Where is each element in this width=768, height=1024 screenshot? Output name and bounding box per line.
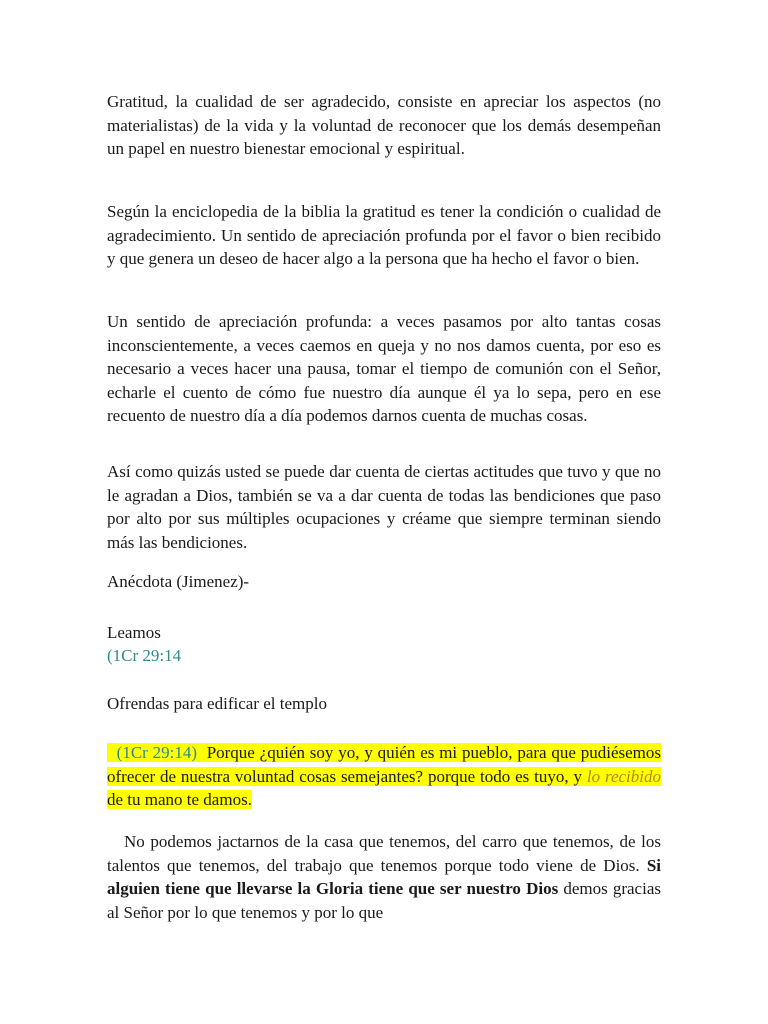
jactarnos-bold: Si alguien tiene que llevarse la Gloria tiene que ser nuestro Dios bbox=[107, 855, 661, 898]
reference-line: (1Cr 29:14 bbox=[107, 646, 182, 665]
anecdota-line: Anécdota (Jimenez)- bbox=[107, 572, 250, 591]
ofrendas-heading: Ofrendas para edificar el templo bbox=[107, 694, 327, 713]
leamos-line: Leamos bbox=[107, 623, 161, 642]
verse-reference: (1Cr 29:14) bbox=[116, 743, 198, 762]
paragraph-actitudes: Así como quizás usted se puede dar cuenta de ciertas actitudes que tuvo y que no le agradan a Dios, también se va a dar cuenta de todas las bendiciones que paso por alto por sus múltiples ocupaciones y créame que siempre terminan siendo más las bendiciones. bbox=[107, 462, 661, 552]
jactarnos-text-b: demos gracias al Señor por lo que tenemos y por lo que bbox=[107, 879, 661, 922]
paragraph-jactarnos bbox=[107, 830, 661, 924]
paragraph-gratitud: Gratitud, la cualidad de ser agradecido, consiste en apreciar los aspectos (no materialistas) de la vida y la voluntad de reconocer que los demás desempeñan un papel en nuestro bienestar emocional y espiritual. bbox=[107, 92, 661, 158]
verse-italic: lo recibido bbox=[586, 766, 661, 786]
verse-paragraph bbox=[107, 741, 661, 812]
paragraph-apreciacion: Un sentido de apreciación profunda: a veces pasamos por alto tantas cosas inconscientemente, a veces caemos en queja y no nos damos cuenta, por eso es necesario a veces hacer una pausa, tomar el tiempo de comunión con el Señor, echarle el cuento de cómo fue nuestro día aunque él ya lo sepa, pero en ese recuento de nuestro día a día podemos darnos cuenta de muchas cosas. bbox=[107, 312, 661, 425]
verse-highlight bbox=[107, 743, 661, 809]
paragraph-enciclopedia: Según la enciclopedia de la biblia la gratitud es tener la condición o cualidad de agradecimiento. Un sentido de apreciación profunda por el favor o bien recibido y que genera un deseo de hacer algo a la persona que ha hecho el favor o bien. bbox=[107, 202, 661, 268]
jactarnos-text-a: No podemos jactarnos de la casa que tenemos, del carro que tenemos, de los talentos que tenemos, del trabajo que tenemos porque todo viene de Dios. bbox=[107, 832, 661, 875]
verse-text-b: de tu mano te damos. bbox=[107, 790, 252, 809]
verse-text-a: Porque ¿quién soy yo, y quién es mi pueblo, para que pudiésemos ofrecer de nuestra voluntad cosas semejantes? porque todo es tuyo, y bbox=[107, 743, 662, 786]
